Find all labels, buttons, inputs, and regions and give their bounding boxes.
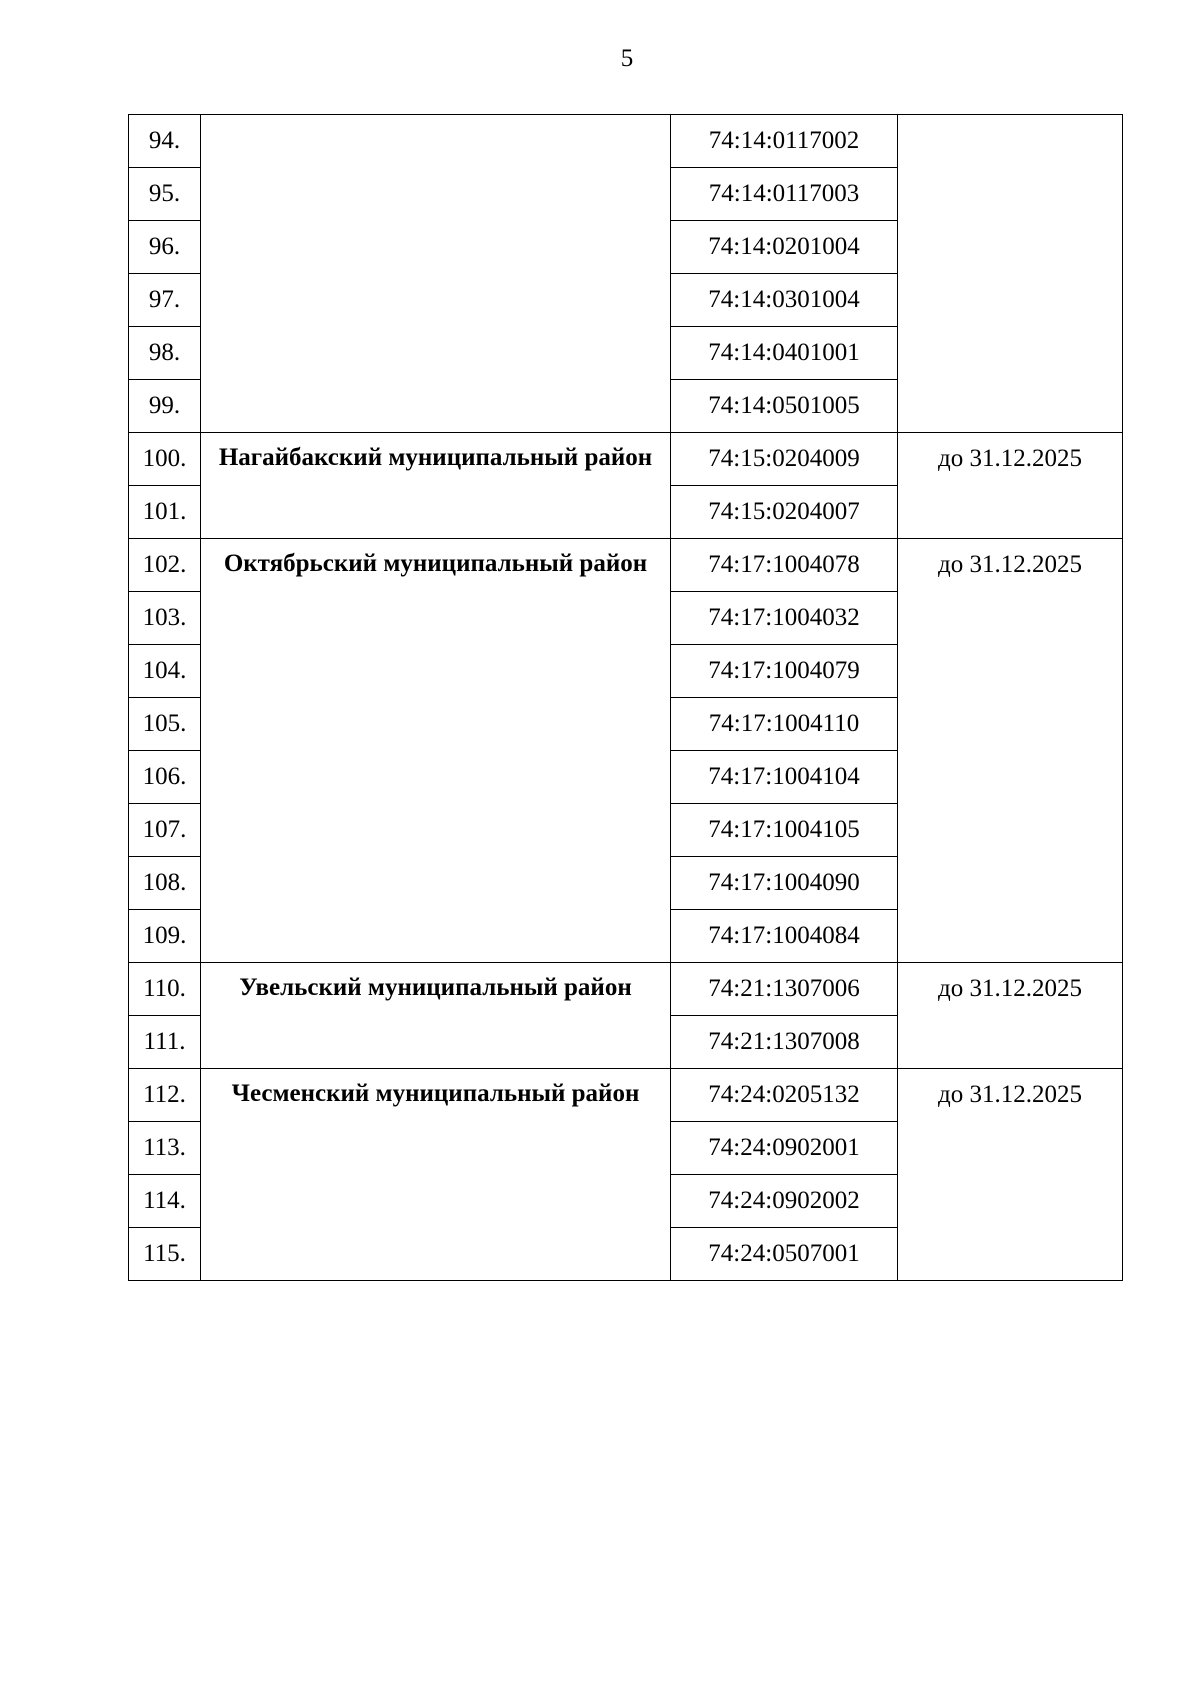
- cadastral-code-cell: 74:24:0902001: [671, 1122, 898, 1175]
- deadline-cell: до 31.12.2025: [898, 1069, 1123, 1281]
- row-number-cell: 102.: [129, 539, 201, 592]
- table-row: [129, 539, 1123, 592]
- row-number-cell: 101.: [129, 486, 201, 539]
- table-body: [129, 115, 1123, 1281]
- cadastral-code-cell: 74:24:0902002: [671, 1175, 898, 1228]
- cadastral-code-cell: 74:24:0507001: [671, 1228, 898, 1281]
- cadastral-code-cell: 74:17:1004090: [671, 857, 898, 910]
- district-name-cell: Чесменский муниципальный район: [201, 1069, 671, 1281]
- row-number-cell: 105.: [129, 698, 201, 751]
- table-row: [129, 963, 1123, 1016]
- row-number-cell: 114.: [129, 1175, 201, 1228]
- cadastral-code-cell: 74:14:0301004: [671, 274, 898, 327]
- deadline-cell: до 31.12.2025: [898, 539, 1123, 963]
- cadastral-code-cell: 74:17:1004078: [671, 539, 898, 592]
- table-row: [129, 1069, 1123, 1122]
- deadline-cell: [898, 115, 1123, 433]
- row-number-cell: 115.: [129, 1228, 201, 1281]
- cadastral-code-cell: 74:15:0204007: [671, 486, 898, 539]
- row-number-cell: 98.: [129, 327, 201, 380]
- row-number-cell: 113.: [129, 1122, 201, 1175]
- row-number-cell: 104.: [129, 645, 201, 698]
- row-number-cell: 100.: [129, 433, 201, 486]
- cadastral-code-cell: 74:14:0201004: [671, 221, 898, 274]
- cadastral-code-cell: 74:14:0117002: [671, 115, 898, 168]
- deadline-cell: до 31.12.2025: [898, 963, 1123, 1069]
- cadastral-code-cell: 74:14:0117003: [671, 168, 898, 221]
- cadastral-code-cell: 74:24:0205132: [671, 1069, 898, 1122]
- cadastral-code-cell: 74:14:0501005: [671, 380, 898, 433]
- district-name-cell: [201, 115, 671, 433]
- row-number-cell: 107.: [129, 804, 201, 857]
- row-number-cell: 106.: [129, 751, 201, 804]
- district-name-cell: Октябрьский муниципальный район: [201, 539, 671, 963]
- row-number-cell: 95.: [129, 168, 201, 221]
- cadastral-quarters-table: [128, 114, 1123, 1281]
- row-number-cell: 112.: [129, 1069, 201, 1122]
- table-row: [129, 433, 1123, 486]
- cadastral-code-cell: 74:17:1004110: [671, 698, 898, 751]
- row-number-cell: 97.: [129, 274, 201, 327]
- row-number-cell: 99.: [129, 380, 201, 433]
- cadastral-code-cell: 74:17:1004032: [671, 592, 898, 645]
- cadastral-code-cell: 74:17:1004104: [671, 751, 898, 804]
- deadline-cell: до 31.12.2025: [898, 433, 1123, 539]
- table-row: [129, 115, 1123, 168]
- row-number-cell: 103.: [129, 592, 201, 645]
- cadastral-code-cell: 74:21:1307006: [671, 963, 898, 1016]
- cadastral-code-cell: 74:17:1004084: [671, 910, 898, 963]
- page-number: 5: [620, 45, 634, 72]
- row-number-cell: 108.: [129, 857, 201, 910]
- district-name-cell: Увельский муниципальный район: [201, 963, 671, 1069]
- row-number-cell: 96.: [129, 221, 201, 274]
- cadastral-code-cell: 74:15:0204009: [671, 433, 898, 486]
- row-number-cell: 94.: [129, 115, 201, 168]
- cadastral-code-cell: 74:17:1004105: [671, 804, 898, 857]
- cadastral-code-cell: 74:21:1307008: [671, 1016, 898, 1069]
- cadastral-code-cell: 74:14:0401001: [671, 327, 898, 380]
- district-name-cell: Нагайбакский муниципальный район: [201, 433, 671, 539]
- row-number-cell: 111.: [129, 1016, 201, 1069]
- cadastral-code-cell: 74:17:1004079: [671, 645, 898, 698]
- row-number-cell: 110.: [129, 963, 201, 1016]
- row-number-cell: 109.: [129, 910, 201, 963]
